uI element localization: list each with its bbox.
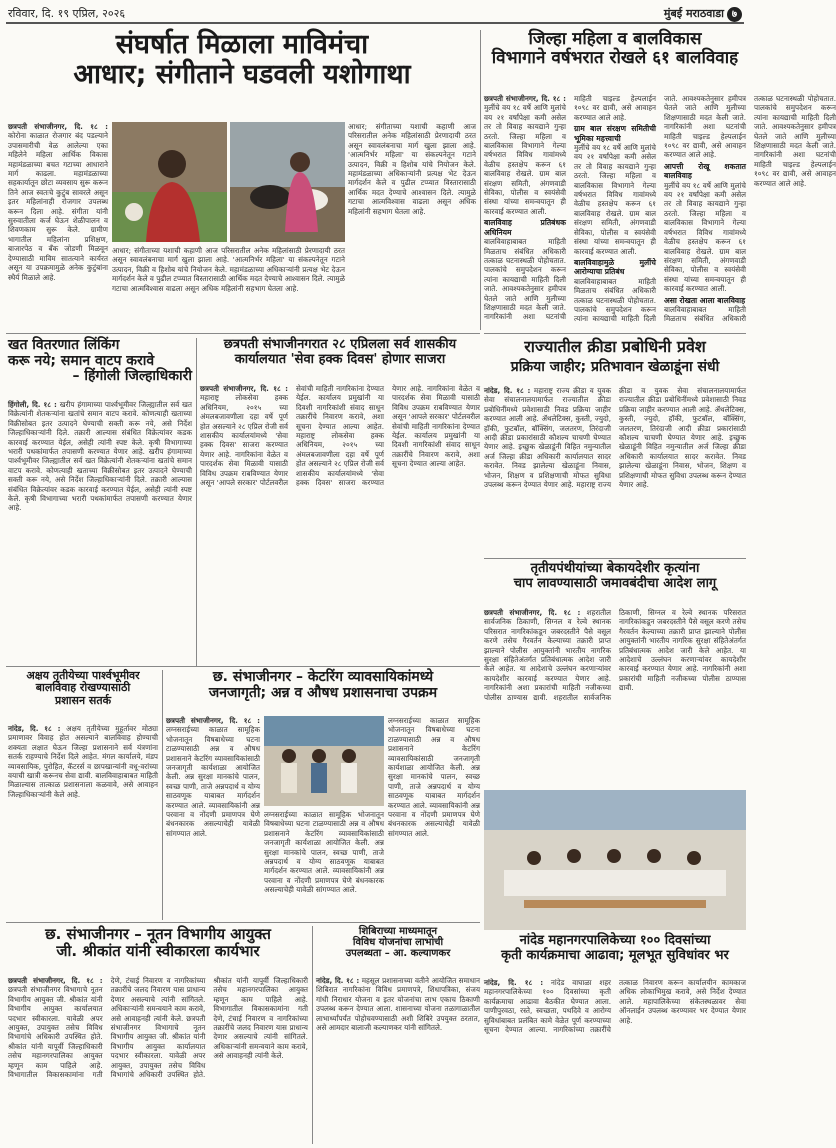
story8-dateline: छत्रपती संभाजीनगर, दि. १८ : [484,608,581,617]
story11-body [484,978,746,1144]
story10-text: महसूल प्रशासनाच्या वतीने आयोजित समाधान शिबिरात नागरिकांना विविध प्रमाणपत्रे, शिधापत्रिका, संजय गांधी निराधार योजना व इतर योजनांचा लाभ एकाच ठिकाणी उपलब्ध करून देण्यात आला. शासनाच्या योजना तळागाळातील लाभार्थ्यांपर्यंत पोहोचवण्यासाठी अशी शिबिरे उपयुक्त ठरतात, असे आमदार बालाजी कल्याणकर यांनी सांगितले. [316,976,480,1033]
story6-body [8,724,158,920]
story7-text-c: लग्नसराईच्या काळात सामूहिक भोजनातून विषबाधेच्या घटना टाळण्यासाठी अन्न व औषध प्रशासनाने केटरिंग व्यावसायिकांसाठी जनजागृती कार्यशाळा आयोजित केली. अन्न सुरक्षा मानकांचे पालन, स्वच्छ पाणी, ताजे अन्नपदार्थ व योग्य साठवणूक याबाबत मार्गदर्शन करण्यात आले. व्यावसायिकांनी अन्न परवाना व नोंदणी प्रमाणपत्र घेणे बंधनकारक असल्याचेही यावेळी सांगण्यात आले. [388,716,480,838]
story4-dateline: छत्रपती संभाजीनगर, दि. १८ : [200,384,288,393]
story10-title-line1: शिबिराच्या माध्यमातून [358,926,438,937]
story9-dateline: छत्रपती संभाजीनगर, दि. १८ : [8,976,103,985]
story8-text-more: शहरातील सार्वजनिक ठिकाणी, सिग्नल व रेल्वे स्थानक परिसरात नागरिकांकडून जबरदस्तीने पैसे वसूल करणे तसेच गैरवर्तन केल्याच्या तक्रारी प्राप्त झाल्याने पोलीस आयुक्तांनी भारतीय नागरिक सुरक्षा संहितेअंतर्गत प्रतिबंधात्मक आदेश जारी केले आहेत. या आदेशाचे उल्लंघन करणाऱ्यांवर कायदेशीर कारवाई करण्यात येणार आहे. नागरिकांनी अशा प्रकारांची माहिती नजीकच्या पोलीस ठाण्यास द्यावी. [553,608,746,702]
story3-text-more: खरीप हंगामाच्या पार्श्वभूमीवर जिल्ह्यातील सर्व खत विक्रेत्यांनी शेतकऱ्यांना खतांचे समान वाटप करावे. कोणत्याही खताच्या विक्रीसोबत इतर उत्पादने घेण्याची सक्ती करू नये, असे निर्देश जिल्हाधिकाऱ्यांनी दिले. तक्रारी आल्यास संबंधित विक्रेत्यांवर कडक कारवाई करण्यात येईल, असेही त्यांनी स्पष्ट केले. कृषी विभागाच्या भरारी पथकांमार्फत तपासणी करण्यात येणार आहे. [8,447,192,513]
story4-text: महाराष्ट्र लोकसेवा हक्क अधिनियम, २०१५ च्या अंमलबजावणीला दहा वर्षे पूर्ण होत असल्याने २८ एप्रिल रोजी सर्व शासकीय कार्यालयांमध्ये 'सेवा हक्क दिवस' साजरा करण्यात येणार आहे. नागरिकांना वेळेत व पारदर्शक सेवा मिळावी यासाठी विविध उपक्रम राबविण्यात येणार असून 'आपले सरकार' पोर्टलवरील सेवांची माहिती नागरिकांना देण्यात येईल. कार्यालय प्रमुखांनी या दिवशी नागरिकांशी संवाद साधून तक्रारींचे निवारण करावे, अशा सूचना देण्यात आल्या आहेत. [200,384,384,488]
story2-text: मुलींचे वय १८ वर्षे आणि मुलांचे वय २१ वर्षांपेक्षा कमी असेल तर तो विवाह कायद्याने गुन्हा ठरतो. जिल्हा महिला व बालविकास विभागाने गेल्या वर्षभरात विविध गावांमध्ये वेळीच हस्तक्षेप करून ६१ बालविवाह रोखले. ग्राम बाल संरक्षण समिती, अंगणवाडी सेविका, पोलीस व स्वयंसेवी संस्था यांच्या समन्वयातून ही कारवाई करण्यात आली. [484,103,566,216]
story1-headline [8,30,476,120]
story2-title-line2: विभागाने वर्षभरात रोखले ६१ बालविवाह [491,48,739,69]
story11-photo [484,790,746,930]
story2-text-e: बालविवाहाबाबत माहिती मिळताच संबंधित अधिकारी तत्काळ घटनास्थळी पोहोचतात. पालकांचे समुपदेशन करून त्यांना कायद्याची माहिती दिली जाते. आवश्यकतेनुसार हमीपत्र घेतले जाते आणि मुलीच्या शिक्षणासाठी मदत केली जाते. नागरिकांनी अशा घटनांची माहिती चाइल्ड हेल्पलाईन १०९८ वर द्यावी, असे आवाहन करण्यात आले आहे. [664,94,836,324]
story5-text-more: महाराष्ट्र राज्य क्रीडा व युवक सेवा संचालनालयामार्फत राज्यातील क्रीडा प्रबोधिनींमध्ये प्रवेशासाठी निवड प्रक्रिया जाहीर करण्यात आली आहे. ॲथलेटिक्स, कुस्ती, ज्युदो, हॉकी, फुटबॉल, बॉक्सिंग, जलतरण, तिरंदाजी आदी क्रीडा प्रकारांसाठी कौशल्य चाचणी घेण्यात येणार आहे. इच्छुक खेळाडूंनी विहित नमुन्यातील अर्ज जिल्हा क्रीडा अधिकारी कार्यालयात सादर करावेत. निवड झालेल्या खेळाडूंना निवास, भोजन, शिक्षण व प्रशिक्षणाची मोफत सुविधा उपलब्ध करून देण्यात येणार आहे. [576,386,746,490]
story5-body [484,386,746,554]
page-number: ७ [727,7,742,22]
story6-title-line1: अक्षय तृतीयेच्या पार्श्वभूमीवर [26,669,140,682]
story2-text-b: मुलींचे वय १८ वर्षे आणि मुलांचे वय २१ वर्षांपेक्षा कमी असेल तर तो विवाह कायद्याने गुन्हा ठरतो. जिल्हा महिला व बालविकास विभागाने गेल्या वर्षभरात विविध गावांमध्ये वेळीच हस्तक्षेप करून ६१ बालविवाह रोखले. ग्राम बाल संरक्षण समिती, अंगणवाडी सेविका, पोलीस व स्वयंसेवी संस्था यांच्या समन्वयातून ही कारवाई करण्यात आली. [574,143,656,256]
conference-photo-illustration [484,790,746,930]
story2-subhead4: आपत्ती रोखू शकतात बालविवाह [664,161,746,181]
story8-body [484,608,746,788]
divider-vertical-bottom [312,926,313,1144]
page-header [6,2,744,24]
story3-title-line1: खत वितरणात लिंकिंग [8,337,120,353]
story5-dateline: नांदेड, दि. १८ : [484,386,531,395]
story1-photo-goats [230,122,345,242]
story3-title-line2: करू नये; समान वाटप करावे [8,352,155,369]
story2-subhead5: असा रोखता आला बालविवाह [664,295,746,305]
story6-text: अक्षय तृतीयेच्या मुहूर्तावर मोठ्या प्रमाणावर विवाह होत असल्याने बालविवाह होण्याची शक्यता लक्षात घेऊन जिल्हा प्रशासनाने सर्व यंत्रणांना सतर्क राहण्याचे निर्देश दिले आहेत. मंगल कार्यालये, मंडप व्यावसायिक, पुरोहित, कॅटरर्स व छापखान्यांनी वधू-वरांच्या वयाची खात्री करूनच सेवा द्यावी. बालविवाहाबाबत माहिती मिळाल्यास तात्काळ प्रशासनाला कळवावे, असे आवाहन जिल्हाधिकाऱ्यांनी केले आहे. [8,724,158,799]
story8-title-line1: तृतीयपंथीयांच्या बेकायदेशीर कृत्यांना [530,561,700,576]
story2-subhead2: ग्राम बाल संरक्षण समितीची भूमिका महत्त्वाची [574,124,656,143]
divider-horizontal-3 [6,922,480,923]
story11-title-line2: कृती कार्यक्रमाचा आढावा; मूलभूत सुविधांवर भर [501,947,729,963]
story1-col-mid [112,246,345,332]
story10-title-line2: विविध योजनांचा लाभांची [352,937,444,949]
story7-photo [264,716,384,806]
divider-horizontal-right [484,333,746,334]
divider-horizontal-right-2 [484,558,746,559]
story11-headline [484,934,746,974]
story3-dateline: हिंगोली, दि. १८ : [8,400,57,409]
story1-text-repeat: आधार; संगीताच्या यशाची कहाणी आज परिसरातील अनेक महिलांसाठी प्रेरणादायी ठरत असून स्वावलंबनाचा मार्ग खुला झाला आहे. 'आत्मनिर्भर महिला' या संकल्पनेतून गटाने उत्पादन, विक्री व हिशोब यांचे नियोजन केले. महामंडळाच्या अधिकाऱ्यांनी प्रत्यक्ष भेट देऊन मार्गदर्शन केले व पुढील टप्प्यात विस्तारासाठी आर्थिक मदत देण्याचे आश्वासन दिले. त्यामुळे गटाचा आत्मविश्वास वाढला असून अधिक महिलांनी सहभाग घेतला आहे. [348,122,476,216]
story7-title-line1: छ. संभाजीनगर – केटरिंग व्यावसायिकांमध्ये [212,669,434,685]
story9-body [8,976,308,1144]
divider-horizontal-2 [6,666,480,667]
story7-col-mid [264,810,384,918]
story1-photo-woman [112,122,227,242]
header-date: रविवार, दि. १९ एप्रिल, २०२६ [8,7,126,20]
story2-body [484,94,836,330]
meeting-photo-illustration [264,716,384,806]
story7-headline [166,670,480,714]
story9-title-line1: छ. संभाजीनगर – नूतन विभागीय आयुक्त [45,925,271,943]
story8-title-line2: चाप लावण्यासाठी जमावबंदीचा आदेश लागू [513,575,717,591]
story6-headline [8,670,158,722]
story1-dateline: छत्रपती संभाजीनगर, दि. १८ : [8,122,108,131]
story7-text: लग्नसराईच्या काळात सामूहिक भोजनातून विषबाधेच्या घटना टाळण्यासाठी अन्न व औषध प्रशासनाने केटरिंग व्यावसायिकांसाठी जनजागृती कार्यशाळा आयोजित केली. अन्न सुरक्षा मानकांचे पालन, स्वच्छ पाणी, ताजे अन्नपदार्थ व योग्य साठवणूक याबाबत मार्गदर्शन करण्यात आले. व्यावसायिकांनी अन्न परवाना व नोंदणी प्रमाणपत्र घेणे बंधनकारक असल्याचेही यावेळी सांगण्यात आले. [166,725,260,838]
story7-text-b: लग्नसराईच्या काळात सामूहिक भोजनातून विषबाधेच्या घटना टाळण्यासाठी अन्न व औषध प्रशासनाने केटरिंग व्यावसायिकांसाठी जनजागृती कार्यशाळा आयोजित केली. अन्न सुरक्षा मानकांचे पालन, स्वच्छ पाणी, ताजे अन्नपदार्थ व योग्य साठवणूक याबाबत मार्गदर्शन करण्यात आले. व्यावसायिकांनी अन्न परवाना व नोंदणी प्रमाणपत्र घेणे बंधनकारक असल्याचेही यावेळी सांगण्यात आले. [264,810,384,895]
story5-title-line2: प्रक्रिया जाहीर; प्रतिभावान खेळाडूंना संधी [510,359,720,375]
story1-col-right [348,122,476,332]
story11-text: नांदेड वाघाळा शहर महानगरपालिकेच्या १०० दिवसांच्या कृती कार्यक्रमाचा आढावा बैठकीत घेण्यात आला. पाणीपुरवठा, रस्ते, स्वच्छता, पथदिवे व आरोग्य सुविधांबाबत प्रलंबित कामे वेळेत पूर्ण करण्याच्या सूचना देण्यात आल्या. नागरिकांच्या तक्रारींचे तत्काळ निवारण करून कार्यालयीन कामकाज अधिक लोकाभिमुख करावे, असे निर्देश देण्यात आले. महापालिकेच्या संकेतस्थळावर सेवा ऑनलाईन उपलब्ध करण्यावर भर देण्यात येणार आहे. [484,978,746,1035]
story10-title-line3: उपलब्धता – आ. कल्याणकर [345,948,451,960]
story4-title-line1: छत्रपती संभाजीनगरात २८ एप्रिलला सर्व शासकीय [223,337,457,352]
divider-vertical-mid [196,338,197,666]
story3-headline [8,338,192,398]
story9-text-more: छत्रपती संभाजीनगर विभागाचे नूतन विभागीय आयुक्त जी. श्रीकांत यांनी विभागीय आयुक्त कार्यालयात पदभार स्वीकारला. यावेळी अपर आयुक्त, उपायुक्त तसेच विविध विभागांचे अधिकारी उपस्थित होते. श्रीकांत यांनी यापूर्वी जिल्हाधिकारी तसेच महानगरपालिका आयुक्त म्हणून काम पाहिले आहे. विभागातील विकासकामांना गती देणे, टंचाई निवारण व नागरिकांच्या तक्रारींचे जलद निवारण यास प्राधान्य देणार असल्याचे त्यांनी सांगितले. अधिकाऱ्यांनी समन्वयाने काम करावे, असे आवाहनही त्यांनी केले. [110,976,308,1080]
story2-headline [484,30,746,90]
edition-name: मुंबई मराठवाडा [663,7,724,20]
divider-horizontal-1 [6,333,480,334]
story4-body [200,384,480,664]
story3-title-line3: – हिंगोली जिल्हाधिकारी [72,368,192,385]
story2-dateline: छत्रपती संभाजीनगर, दि. १८ : [484,94,566,103]
story1-col1 [8,122,108,332]
story11-dateline: नांदेड, दि. १८ : [484,978,544,987]
story2-text-d: मुलींचे वय १८ वर्षे आणि मुलांचे वय २१ वर्षांपेक्षा कमी असेल तर तो विवाह कायद्याने गुन्हा ठरतो. जिल्हा महिला व बालविकास विभागाने गेल्या वर्षभरात विविध गावांमध्ये वेळीच हस्तक्षेप करून ६१ बालविवाह रोखले. ग्राम बाल संरक्षण समिती, अंगणवाडी सेविका, पोलीस व स्वयंसेवी संस्था यांच्या समन्वयातून ही कारवाई करण्यात आली. [664,180,746,294]
divider-vertical-top [480,30,481,330]
story5-headline-1 [484,338,746,358]
story2-subhead3: बालविवाहामुळे मुलींचे आरोग्याचा प्रतिबंध [574,257,656,277]
story1-title-line2: आधार; संगीताने घडवली यशोगाथा [73,59,411,91]
story1-text: कोरोना काळात रोजगार बंद पडल्याने उपासमारीची वेळ आलेल्या एका महिलेने महिला आर्थिक विकास महामंडळाच्या बचत गटाच्या आधाराने मार्ग काढला. महामंडळाच्या सहकार्यातून छोटा व्यवसाय सुरू करून तिने आज स्वतःचे कुटुंब सावरले असून इतर महिलांनाही रोजगार उपलब्ध करून दिला आहे. संगीता यांनी सुरुवातीला कर्ज घेऊन शेळीपालन व शिवणकाम सुरू केले. ग्रामीण भागातील महिलांना प्रशिक्षण, बाजारपेठ व बँक जोडणी मिळवून देण्यासाठी माविम सातत्याने कार्यरत असून या उपक्रमामुळे अनेक कुटुंबांना स्थैर्य मिळाले आहे. [8,131,108,282]
story6-dateline: नांदेड, दि. १८ : [8,724,61,733]
story6-title-line2: बालविवाह रोखण्यासाठी [35,681,131,695]
story1-text2: आधार; संगीताच्या यशाची कहाणी आज परिसरातील अनेक महिलांसाठी प्रेरणादायी ठरत असून स्वावलंबनाचा मार्ग खुला झाला आहे. 'आत्मनिर्भर महिला' या संकल्पनेतून गटाने उत्पादन, विक्री व हिशोब यांचे नियोजन केले. महामंडळाच्या अधिकाऱ्यांनी प्रत्यक्ष भेट देऊन मार्गदर्शन केले व पुढील टप्प्यात विस्तारासाठी आर्थिक मदत देण्याचे आश्वासन दिले. त्यामुळे गटाचा आत्मविश्वास वाढला असून अधिक महिलांनी सहभाग घेतला आहे. [112,246,345,293]
story5-text: महाराष्ट्र राज्य क्रीडा व युवक सेवा संचालनालयामार्फत राज्यातील क्रीडा प्रबोधिनींमध्ये प्रवेशासाठी निवड प्रक्रिया जाहीर करण्यात आली आहे. ॲथलेटिक्स, कुस्ती, ज्युदो, हॉकी, फुटबॉल, बॉक्सिंग, जलतरण, तिरंदाजी आदी क्रीडा प्रकारांसाठी कौशल्य चाचणी घेण्यात येणार आहे. इच्छुक खेळाडूंनी विहित नमुन्यातील अर्ज जिल्हा क्रीडा अधिकारी कार्यालयात सादर करावेत. निवड झालेल्या खेळाडूंना निवास, भोजन, शिक्षण व प्रशिक्षणाची मोफत सुविधा उपलब्ध करून देण्यात येणार आहे. [484,386,611,490]
story4-headline [200,338,480,380]
story2-subhead1: बालविवाह प्रतिबंधक अधिनियम [484,218,566,237]
divider-vertical-low [162,670,163,920]
story9-title-line2: जी. श्रीकांत यांनी स्वीकारला कार्यभार [56,941,260,960]
story8-text: शहरातील सार्वजनिक ठिकाणी, सिग्नल व रेल्वे स्थानक परिसरात नागरिकांकडून जबरदस्तीने पैसे वसूल करणे तसेच गैरवर्तन केल्याच्या तक्रारी प्राप्त झाल्याने पोलीस आयुक्तांनी भारतीय नागरिक सुरक्षा संहितेअंतर्गत प्रतिबंधात्मक आदेश जारी केले आहेत. या आदेशाचे उल्लंघन करणाऱ्यांवर कायदेशीर कारवाई करण्यात येणार आहे. नागरिकांनी अशा प्रकारांची माहिती नजीकच्या पोलीस ठाण्यास द्यावी. [484,608,611,702]
story6-title-line3: प्रशासन सतर्क [54,693,112,707]
story7-dateline: छत्रपती संभाजीनगर, दि. १८ : [166,716,260,725]
story7-title-line2: जनजागृती; अन्न व औषध प्रशासनाचा उपक्रम [208,684,438,701]
story4-text-more: महाराष्ट्र लोकसेवा हक्क अधिनियम, २०१५ च्या अंमलबजावणीला दहा वर्षे पूर्ण होत असल्याने २८ एप्रिल रोजी सर्व शासकीय कार्यालयांमध्ये 'सेवा हक्क दिवस' साजरा करण्यात येणार आहे. नागरिकांना वेळेत व पारदर्शक सेवा मिळावी यासाठी विविध उपक्रम राबविण्यात येणार असून 'आपले सरकार' पोर्टलवरील सेवांची माहिती नागरिकांना देण्यात येईल. कार्यालय प्रमुखांनी या दिवशी नागरिकांशी संवाद साधून तक्रारींचे निवारण करावे, अशा सूचना देण्यात आल्या आहेत. [296,384,480,488]
story7-col3 [388,716,480,916]
story3-body [8,400,192,662]
story11-title-line1: नांदेड महानगरपालिकेच्या १०० दिवसांच्या [519,933,711,948]
story2-text-a: बालविवाहाबाबत माहिती मिळताच संबंधित अधिकारी तत्काळ घटनास्थळी पोहोचतात. पालकांचे समुपदेशन करून त्यांना कायद्याची माहिती दिली जाते. आवश्यकतेनुसार हमीपत्र घेतले जाते आणि मुलीच्या शिक्षणासाठी मदत केली जाते. नागरिकांनी अशा घटनांची माहिती चाइल्ड हेल्पलाईन १०९८ वर द्यावी, असे आवाहन करण्यात आले आहे. [484,94,656,322]
story9-headline [8,926,308,972]
story10-body [316,976,480,1144]
story7-col1 [166,716,260,916]
goats-photo-illustration [230,122,345,242]
story2-text-c: बालविवाहाबाबत माहिती मिळताच संबंधित अधिकारी तत्काळ घटनास्थळी पोहोचतात. पालकांचे समुपदेशन करून त्यांना कायद्याची माहिती दिली जाते. आवश्यकतेनुसार हमीपत्र घेतले जाते आणि मुलीच्या शिक्षणासाठी मदत केली जाते. नागरिकांनी अशा घटनांची माहिती चाइल्ड हेल्पलाईन १०९८ वर द्यावी, असे आवाहन करण्यात आले आहे. [574,94,746,324]
story5-title-line1: राज्यातील क्रीडा प्रबोधिनी प्रवेश [524,337,706,356]
woman-photo-illustration [112,122,227,242]
story2-title-line1: जिल्हा महिला व बालविकास [528,29,702,49]
story3-text: खरीप हंगामाच्या पार्श्वभूमीवर जिल्ह्यातील सर्व खत विक्रेत्यांनी शेतकऱ्यांना खतांचे समान वाटप करावे. कोणत्याही खताच्या विक्रीसोबत इतर उत्पादने घेण्याची सक्ती करू नये, असे निर्देश जिल्हाधिकाऱ्यांनी दिले. तक्रारी आल्यास संबंधित विक्रेत्यांवर कडक कारवाई करण्यात येईल, असेही त्यांनी स्पष्ट केले. कृषी विभागाच्या भरारी पथकांमार्फत तपासणी करण्यात येणार आहे. [8,400,192,457]
story10-dateline: नांदेड, दि. १८ : [316,976,360,985]
story5-headline-2 [484,360,746,382]
header-edition [664,6,742,22]
story4-title-line2: कार्यालयात 'सेवा हक्क दिवस' होणार साजरा [234,351,446,367]
story10-headline [316,926,480,972]
story1-title-line1: संघर्षात मिळाला माविमंचा [115,29,369,60]
story8-headline [484,562,746,604]
story9-text: छत्रपती संभाजीनगर विभागाचे नूतन विभागीय आयुक्त जी. श्रीकांत यांनी विभागीय आयुक्त कार्यालयात पदभार स्वीकारला. यावेळी अपर आयुक्त, उपायुक्त तसेच विविध विभागांचे अधिकारी उपस्थित होते. श्रीकांत यांनी यापूर्वी जिल्हाधिकारी तसेच महानगरपालिका आयुक्त म्हणून काम पाहिले आहे. विभागातील विकासकामांना गती देणे, टंचाई निवारण व नागरिकांच्या तक्रारींचे जलद निवारण यास प्राधान्य देणार असल्याचे त्यांनी सांगितले. अधिकाऱ्यांनी समन्वयाने काम करावे, असे आवाहनही त्यांनी केले. [8,976,206,1080]
